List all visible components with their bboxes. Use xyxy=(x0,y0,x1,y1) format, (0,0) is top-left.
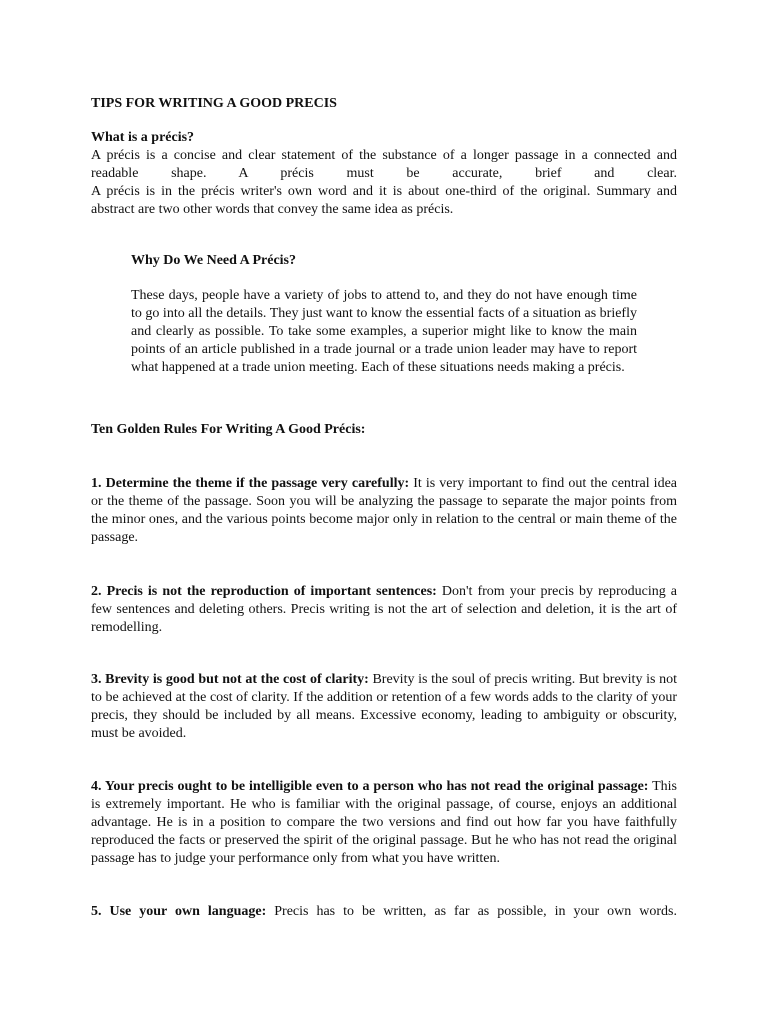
rule-5-text: Precis has to be written, as far as possible, in your own words. xyxy=(266,904,677,919)
rule-3 xyxy=(91,671,677,743)
rule-5 xyxy=(91,903,677,921)
document-title: TIPS FOR WRITING A GOOD PRECIS xyxy=(91,96,337,111)
rule-5-lead: 5. Use your own language: xyxy=(91,904,267,919)
what-paragraph-2: A précis is in the précis writer's own word and it is about one-third of the original. Summary and abstract are two other words that convey the same idea as précis. xyxy=(91,184,677,217)
rule-1-lead: 1. Determine the theme if the passage very carefully: xyxy=(91,476,410,491)
what-paragraph-1: A précis is a concise and clear statement of the substance of a longer passage in a connected and readable shape. A précis must be accurate, brief and clear. xyxy=(91,148,677,181)
rule-4-text: This is extremely important. He who is familiar with the original passage, of course, enjoys an additional advantage. He is in a position to compare the two versions and find out how far you have faithfully reproduced the facts or preserved the spirit of the original passage. But he who has not read the original passage has to judge your performance only from what you have written. xyxy=(91,779,678,866)
what-heading: What is a précis? xyxy=(91,130,195,145)
rule-2 xyxy=(91,583,677,637)
rule-4 xyxy=(91,778,677,868)
rules-heading: Ten Golden Rules For Writing A Good Précis: xyxy=(91,422,366,437)
what-section xyxy=(91,147,677,219)
rule-1-text: It is very important to find out the central idea or the theme of the passage. Soon you will be analyzing the passage to separate the major points from the minor ones, and the various points become major only in relation to the central or main theme of the passage. xyxy=(91,476,677,545)
why-paragraph: These days, people have a variety of jobs to attend to, and they do not have enough time to go into all the details. They just want to know the essential facts of a situation as briefly and clearly as possible. To take some examples, a superior might like to know the main points of an article published in a trade journal or a trade union leader may have to report what happened at a trade union meeting. Each of these situations needs making a précis. xyxy=(131,288,637,375)
rule-3-lead: 3. Brevity is good but not at the cost of clarity: xyxy=(91,672,369,687)
rule-1 xyxy=(91,475,677,547)
rule-4-lead: 4. Your precis ought to be intelligible even to a person who has not read the original passage: xyxy=(91,779,649,794)
rule-2-lead: 2. Precis is not the reproduction of important sentences: xyxy=(91,584,437,599)
why-heading: Why Do We Need A Précis? xyxy=(131,253,297,268)
rule-3-text: Brevity is the soul of precis writing. But brevity is not to be achieved at the cost of clarity. If the addition or retention of a few words adds to the clarity of your precis, they should be included by all means. Excessive economy, leading to ambiguity or obscurity, must be avoided. xyxy=(91,672,677,741)
rule-2-text: Don't from your precis by reproducing a few sentences and deleting others. Precis writing is not the art of selection and deletion, it is the art of remodelling. xyxy=(91,584,677,635)
